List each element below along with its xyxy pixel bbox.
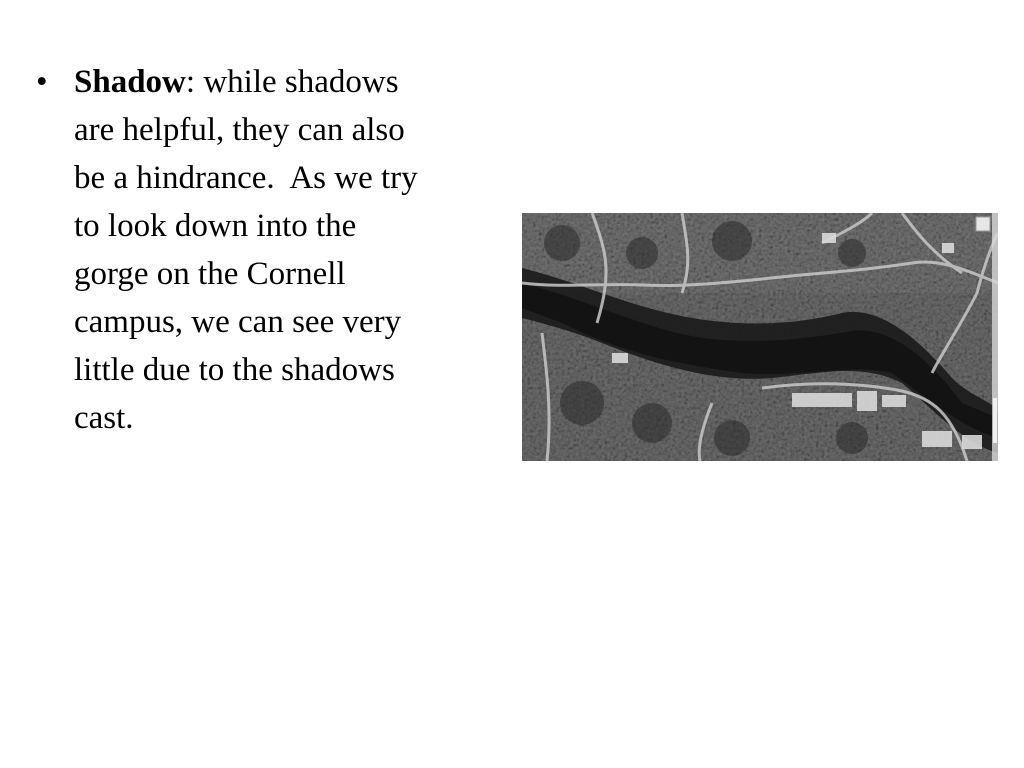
bullet-list (36, 58, 436, 442)
aerial-photo-graphic (522, 213, 998, 461)
bullet-term: Shadow (74, 64, 186, 100)
bullet-text: while shadows are helpful, they can also be a hindrance. As we try to look down into the gorge on the Cornell campus, we can see very little due to the shadows cast. (74, 64, 426, 436)
aerial-photo (522, 213, 998, 461)
bullet-separator: : (185, 64, 196, 100)
bullet-marker: • (36, 64, 48, 100)
bullet-item-shadow (36, 58, 436, 442)
